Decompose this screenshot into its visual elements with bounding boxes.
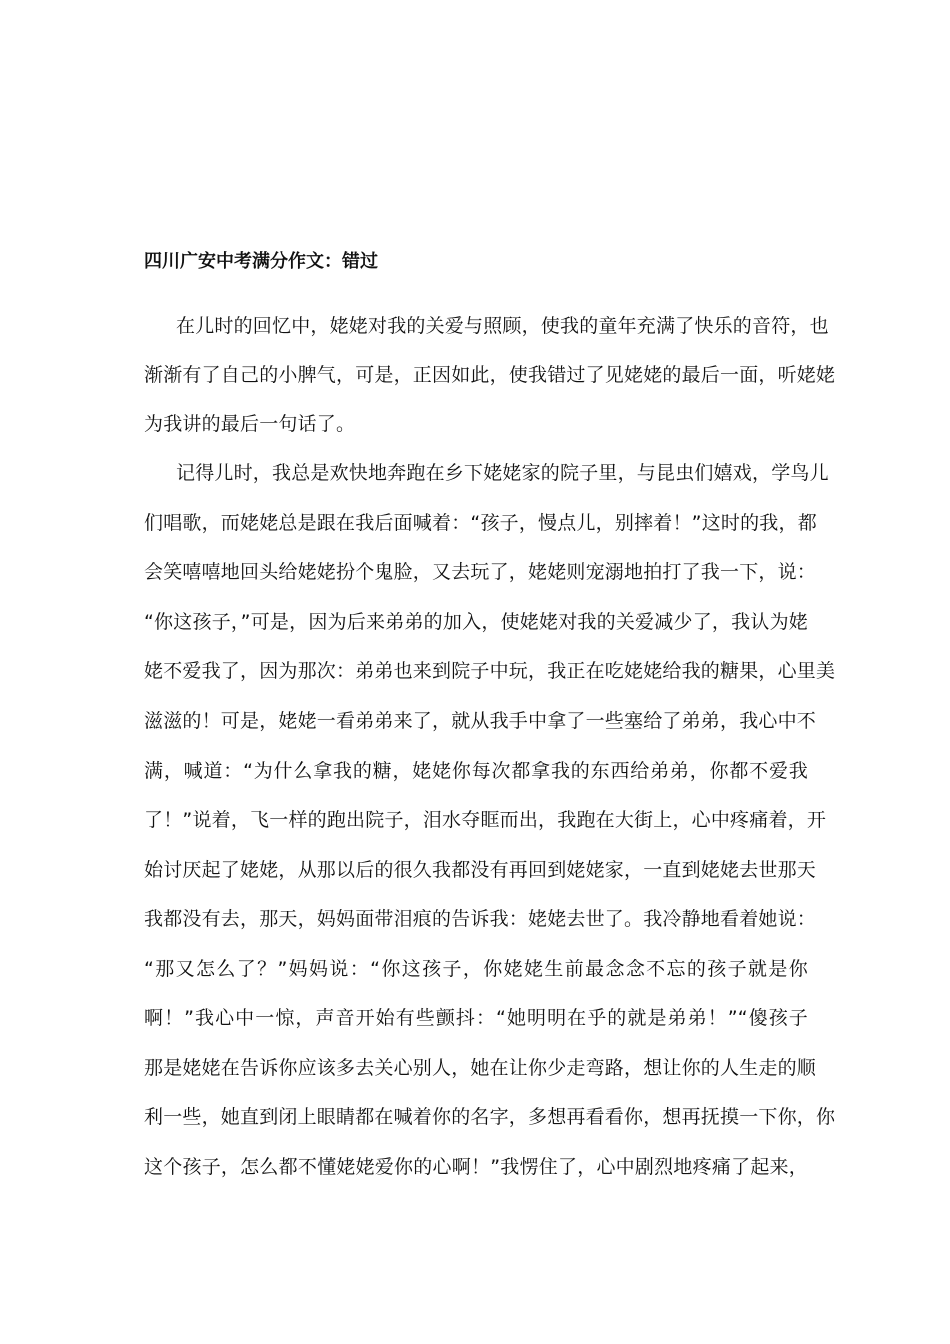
paragraph-2-line-2: 们唱歌，而姥姥总是跟在我后面喊着：“孩子，慢点儿，别摔着！”这时的我，都 [144, 512, 817, 534]
paragraph-2-line-15: 这个孩子，怎么都不懂姥姥爱你的心啊！”我愣住了，心中剧烈地疼痛了起来， [144, 1156, 808, 1178]
paragraph-2-line-9: 始讨厌起了姥姥，从那以后的很久我都没有再回到姥姥家，一直到姥姥去世那天 [144, 859, 817, 881]
paragraph-2-line-7: 满，喊道：“为什么拿我的糖，姥姥你每次都拿我的东西给弟弟，你都不爱我 [144, 760, 808, 782]
paragraph-2-line-3: 会笑嘻嘻地回头给姥姥扮个鬼脸，又去玩了，姥姥则宠溺地拍打了我一下，说： [144, 561, 817, 583]
paragraph-2-line-14: 利一些，她直到闭上眼睛都在喊着你的名字，多想再看看你，想再抚摸一下你，你 [144, 1106, 836, 1128]
paragraph-1-line-3: 为我讲的最后一句话了。 [144, 413, 356, 435]
document-title: 四川广安中考满分作文：错过 [144, 251, 378, 272]
paragraph-2-line-12: 啊！”我心中一惊，声音开始有些颤抖：“她明明在乎的就是弟弟！”“傻孩子 [144, 1007, 808, 1029]
paragraph-2-line-4: “你这孩子，”可是，因为后来弟弟的加入，使姥姥对我的关爱减少了，我认为姥 [144, 611, 808, 633]
paragraph-2-line-6: 滋滋的！可是，姥姥一看弟弟来了，就从我手中拿了一些塞给了弟弟，我心中不 [144, 710, 817, 732]
paragraph-2-line-1: 记得儿时，我总是欢快地奔跑在乡下姥姥家的院子里，与昆虫们嬉戏，学鸟儿 [176, 462, 829, 484]
paragraph-2-line-8: 了！”说着，飞一样的跑出院子，泪水夺眶而出，我跑在大街上，心中疼痛着，开 [144, 809, 827, 831]
paragraph-2-line-11: “那又怎么了？”妈妈说：“你这孩子，你姥姥生前最念念不忘的孩子就是你 [144, 958, 808, 980]
paragraph-2-line-5: 姥不爱我了，因为那次：弟弟也来到院子中玩，我正在吃姥姥给我的糖果，心里美 [144, 660, 836, 682]
paragraph-2-line-10: 我都没有去，那天，妈妈面带泪痕的告诉我：姥姥去世了。我冷静地看着她说： [144, 908, 817, 930]
paragraph-2-line-13: 那是姥姥在告诉你应该多去关心别人，她在让你少走弯路，想让你的人生走的顺 [144, 1057, 817, 1079]
paragraph-1-line-1: 在儿时的回忆中，姥姥对我的关爱与照顾，使我的童年充满了快乐的音符，也 [176, 315, 829, 337]
paragraph-1-line-2: 渐渐有了自己的小脾气，可是，正因如此，使我错过了见姥姥的最后一面，听姥姥 [144, 364, 836, 386]
